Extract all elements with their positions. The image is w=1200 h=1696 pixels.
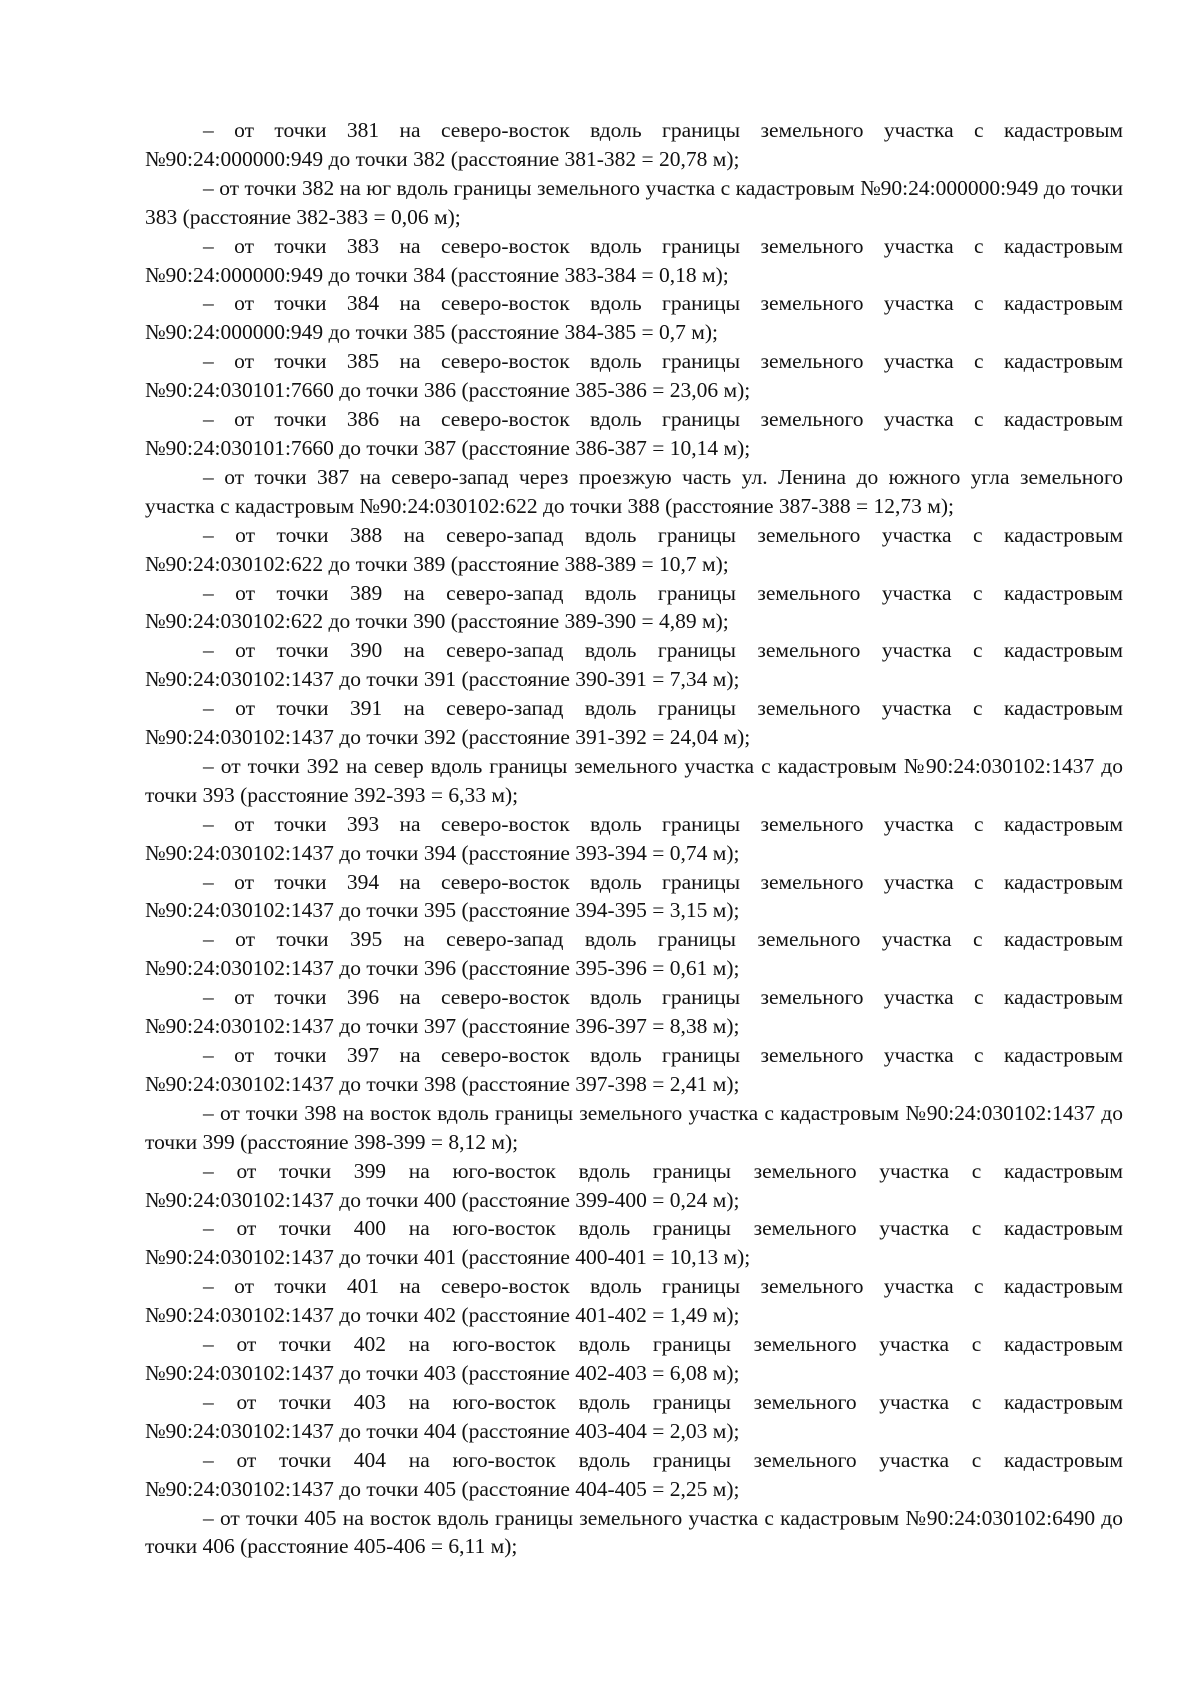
boundary-paragraph: – от точки 386 на северо-восток вдоль границы земельного участка с кадастровым №90:24:030101:7660 до точки 387 (расстояние 386-387 = 10,14 м);: [145, 407, 1123, 460]
boundary-paragraph: – от точки 405 на восток вдоль границы земельного участка с кадастровым №90:24:030102:6490 до точки 406 (расстояние 405-406 = 6,11 м);: [145, 1505, 1123, 1559]
boundary-paragraph: – от точки 384 на северо-восток вдоль границы земельного участка с кадастровым №90:24:000000:949 до точки 385 (расстояние 384-385 = 0,7 м);: [145, 291, 1123, 345]
boundary-paragraph: – от точки 389 на северо-запад вдоль границы земельного участка с кадастровым №90:24:030102:622 до точки 390 (расстояние 389-390 = 4,89 м);: [145, 580, 1123, 634]
boundary-paragraph: – от точки 394 на северо-восток вдоль границы земельного участка с кадастровым №90:24:030102:1437 до точки 395 (расстояние 394-395 = 3,15 м);: [145, 869, 1123, 923]
boundary-paragraph: – от точки 391 на северо-запад вдоль границы земельного участка с кадастровым №90:24:030102:1437 до точки 392 (расстояние 391-392 = 24,04 м);: [145, 696, 1123, 750]
boundary-paragraph: – от точки 403 на юго-восток вдоль границы земельного участка с кадастровым №90:24:030102:1437 до точки 404 (расстояние 403-404 = 2,03 м);: [145, 1389, 1123, 1443]
boundary-paragraph: – от точки 396 на северо-восток вдоль границы земельного участка с кадастровым №90:24:030102:1437 до точки 397 (расстояние 396-397 = 8,38 м);: [145, 985, 1123, 1039]
boundary-paragraph: – от точки 387 на северо-запад через проезжую часть ул. Ленина до южного угла земельного участка с кадастровым №90:24:030102:622 до точки 388 (расстояние 387-388 = 12,73 м);: [145, 464, 1123, 518]
boundary-paragraph: – от точки 397 на северо-восток вдоль границы земельного участка с кадастровым №90:24:030102:1437 до точки 398 (расстояние 397-398 = 2,41 м);: [145, 1043, 1123, 1096]
boundary-paragraph: – от точки 388 на северо-запад вдоль границы земельного участка с кадастровым №90:24:030102:622 до точки 389 (расстояние 388-389 = 10,7 м);: [145, 522, 1123, 576]
boundary-paragraph: – от точки 402 на юго-восток вдоль границы земельного участка с кадастровым №90:24:030102:1437 до точки 403 (расстояние 402-403 = 6,08 м);: [145, 1332, 1123, 1385]
boundary-paragraph: – от точки 393 на северо-восток вдоль границы земельного участка с кадастровым №90:24:030102:1437 до точки 394 (расстояние 393-394 = 0,74 м);: [145, 811, 1123, 865]
boundary-paragraph: – от точки 398 на восток вдоль границы земельного участка с кадастровым №90:24:030102:1437 до точки 399 (расстояние 398-399 = 8,12 м);: [145, 1100, 1123, 1154]
boundary-paragraph: – от точки 390 на северо-запад вдоль границы земельного участка с кадастровым №90:24:030102:1437 до точки 391 (расстояние 390-391 = 7,34 м);: [145, 638, 1123, 692]
boundary-paragraph: – от точки 401 на северо-восток вдоль границы земельного участка с кадастровым №90:24:030102:1437 до точки 402 (расстояние 401-402 = 1,49 м);: [145, 1274, 1123, 1328]
boundary-paragraph: – от точки 404 на юго-восток вдоль границы земельного участка с кадастровым №90:24:030102:1437 до точки 405 (расстояние 404-405 = 2,25 м);: [145, 1447, 1123, 1501]
boundary-paragraph: – от точки 381 на северо-восток вдоль границы земельного участка с кадастровым №90:24:000000:949 до точки 382 (расстояние 381-382 = 20,78 м);: [145, 118, 1123, 171]
boundary-paragraph: – от точки 382 на юг вдоль границы земельного участка с кадастровым №90:24:000000:949 до точки 383 (расстояние 382-383 = 0,06 м);: [145, 175, 1123, 229]
document-page: [145, 116, 1123, 1561]
boundary-paragraph: – от точки 395 на северо-запад вдоль границы земельного участка с кадастровым №90:24:030102:1437 до точки 396 (расстояние 395-396 = 0,61 м);: [145, 927, 1123, 981]
boundary-paragraph: – от точки 399 на юго-восток вдоль границы земельного участка с кадастровым №90:24:030102:1437 до точки 400 (расстояние 399-400 = 0,24 м);: [145, 1158, 1123, 1212]
boundary-paragraph: – от точки 400 на юго-восток вдоль границы земельного участка с кадастровым №90:24:030102:1437 до точки 401 (расстояние 400-401 = 10,13 м);: [145, 1216, 1123, 1270]
boundary-paragraph: – от точки 383 на северо-восток вдоль границы земельного участка с кадастровым №90:24:000000:949 до точки 384 (расстояние 383-384 = 0,18 м);: [145, 233, 1123, 287]
boundary-paragraph: – от точки 392 на север вдоль границы земельного участка с кадастровым №90:24:030102:1437 до точки 393 (расстояние 392-393 = 6,33 м);: [145, 753, 1123, 807]
boundary-paragraph: – от точки 385 на северо-восток вдоль границы земельного участка с кадастровым №90:24:030101:7660 до точки 386 (расстояние 385-386 = 23,06 м);: [145, 349, 1123, 403]
